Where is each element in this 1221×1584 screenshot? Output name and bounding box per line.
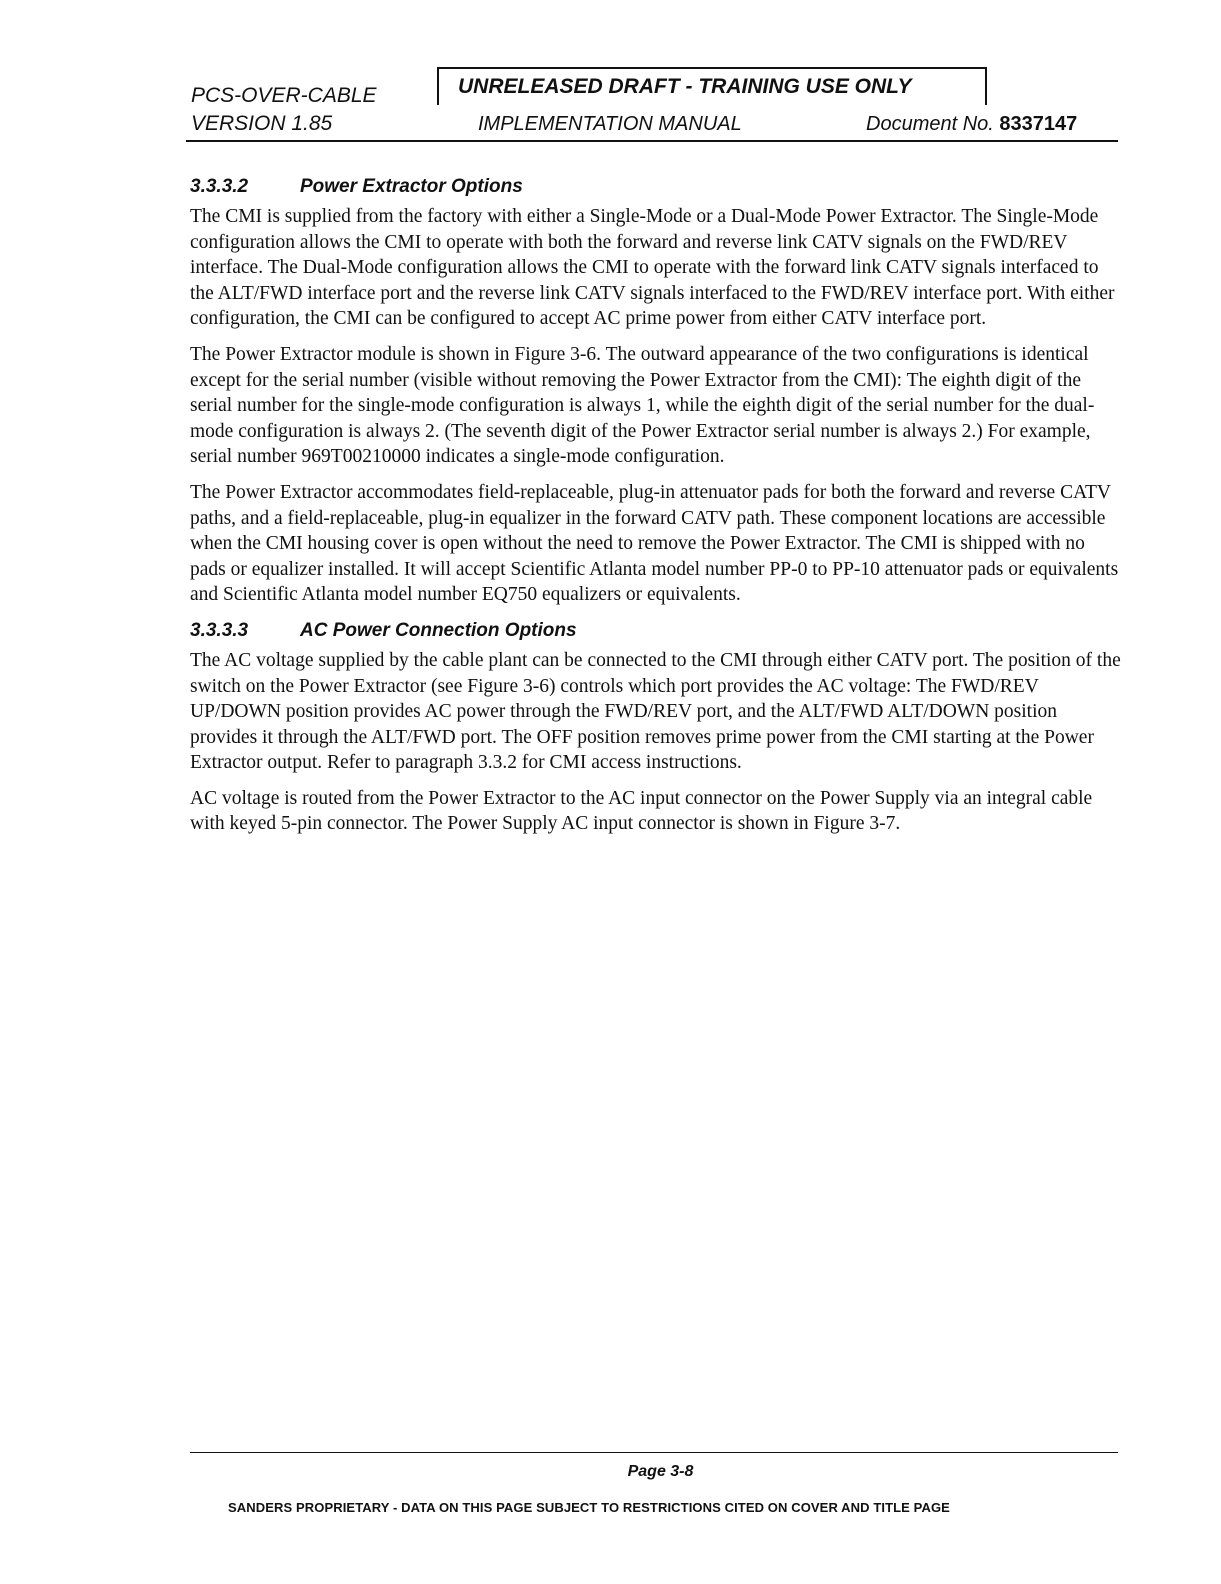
section-heading-ac-power [190, 618, 1125, 644]
proprietary-notice: SANDERS PROPRIETARY - DATA ON THIS PAGE SUBJECT TO RESTRICTIONS CITED ON COVER AND TITLE PAGE [228, 1500, 950, 1515]
header-right [478, 110, 1118, 138]
doc-number-value: 8337147 [999, 113, 1078, 135]
document-number [866, 110, 1077, 138]
version-label: VERSION 1.85 [191, 112, 333, 135]
paragraph: The Power Extractor module is shown in Figure 3-6. The outward appearance of the two configurations is identical except for the serial number (visible without removing the Power Extractor from the CMI): The eighth digit of the serial number for the single-mode configuration is always 1, while the eighth digit of the serial number for the dual-mode configuration is always 2. (The seventh digit of the Power Extractor serial number is always 2.) For example, serial number 969T00210000 indicates a single-mode configuration. [190, 343, 1095, 468]
section-number: 3.3.3.3 [190, 619, 249, 641]
section-title: AC Power Connection Options [300, 619, 577, 641]
manual-title: IMPLEMENTATION MANUAL [478, 113, 742, 135]
header-divider [186, 140, 1118, 142]
footer-divider [190, 1452, 1118, 1453]
product-name: PCS-OVER-CABLE [191, 84, 377, 107]
page-number: Page 3-8 [627, 1463, 694, 1480]
paragraph: The Power Extractor accommodates field-replaceable, plug-in attenuator pads for both the forward and reverse CATV paths, and a field-replaceable, plug-in equalizer in the forward CATV path. These component locations are accessible when the CMI housing cover is open without the need to remove the Power Extractor. The CMI is shipped with no pads or equalizer installed. It will accept Scientific Atlanta model number PP-0 to PP-10 attenuator pads or equivalents and Scientific Atlanta model number EQ750 equalizers or equivalents. [190, 481, 1119, 606]
draft-notice: UNRELEASED DRAFT - TRAINING USE ONLY [437, 67, 987, 105]
header-left [191, 82, 377, 138]
paragraph: AC voltage is routed from the Power Extractor to the AC input connector on the Power Supply via an integral cable with keyed 5-pin connector. The Power Supply AC input connector is shown in Figure 3-7. [190, 787, 1093, 835]
paragraph: The CMI is supplied from the factory with either a Single-Mode or a Dual-Mode Power Extractor. The Single-Mode configuration allows the CMI to operate with both the forward and reverse link CATV signals on the FWD/REV interface. The Dual-Mode configuration allows the CMI to operate with the forward link CATV signals interfaced to the ALT/FWD interface port and the reverse link CATV signals interfaced to the FWD/REV interface port. With either configuration, the CMI can be configured to accept AC prime power from either CATV interface port. [190, 206, 1115, 330]
section-number: 3.3.3.2 [190, 176, 249, 197]
section-title: Power Extractor Options [300, 176, 523, 197]
paragraph: The AC voltage supplied by the cable plant can be connected to the CMI through either CATV port. The position of the switch on the Power Extractor (see Figure 3-6) controls which port provides the AC voltage: The FWD/REV UP/DOWN position provides AC power through the FWD/REV port, and the ALT/FWD ALT/DOWN position provides it through the ALT/FWD port. The OFF position removes prime power from the CMI starting at the Power Extractor output. Refer to paragraph 3.3.2 for CMI access instructions. [190, 649, 1121, 774]
section-heading-power-extractor [190, 174, 1125, 200]
page-body [190, 174, 1125, 847]
doc-label: Document No. [866, 113, 994, 135]
